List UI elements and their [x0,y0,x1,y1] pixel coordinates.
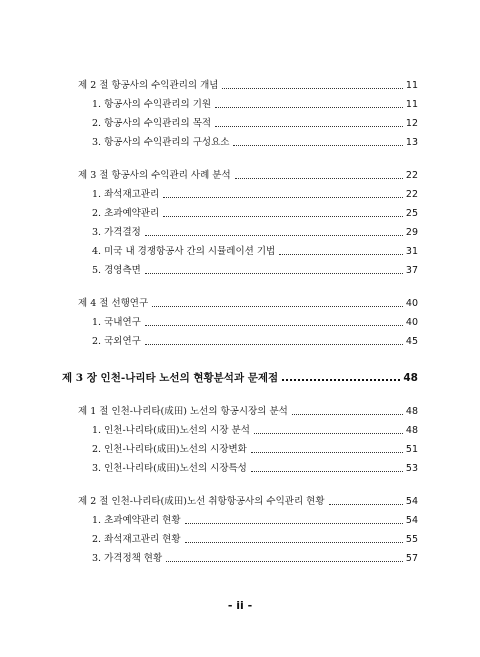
toc-entry[interactable] [78,168,418,182]
toc-entry-label: 3. 가격정책 현황 [92,553,163,564]
page-number: - ii - [227,599,253,612]
toc-page-number: 13 [405,137,418,148]
toc-entry-label: 1. 인천-나리타(成田)노선의 시장 분석 [92,425,250,436]
toc-entry-label: 제 2 절 항공사의 수익관리의 개념 [78,80,219,91]
leader-dots [166,561,403,562]
toc-page-number: 31 [405,246,418,257]
toc-page-number: 11 [405,80,418,91]
toc-entry-label: 제 3 장 인천-나리타 노선의 현황분석과 문제점 [62,372,279,384]
toc-entry-label: 5. 경영측면 [92,265,141,276]
toc-entry[interactable] [92,225,418,239]
leader-dots [152,306,403,307]
toc-page-number: 51 [405,444,418,455]
toc-page-number: 40 [405,298,418,309]
toc-entry[interactable] [92,442,418,456]
toc-entry[interactable] [92,423,418,437]
leader-dots [215,126,403,127]
toc-entry-label: 1. 국내연구 [92,317,141,328]
leader-dots [163,197,403,198]
toc-entry[interactable] [92,551,418,565]
leader-dots [145,273,403,274]
toc-page-number: 48 [403,372,418,384]
toc-entry-label: 4. 미국 내 경쟁항공사 간의 시뮬레이션 기법 [92,246,276,257]
toc-page-number: 29 [405,227,418,238]
toc-page-number: 48 [405,406,418,417]
leader-dots [254,433,403,434]
toc-page-number: 48 [405,425,418,436]
toc-entry-label: 2. 초과예약관리 [92,208,160,219]
toc-entry-label: 1. 항공사의 수익관리의 기원 [92,99,212,110]
leader-dots [279,254,403,255]
leader-dots [233,145,402,146]
toc-entry[interactable] [92,334,418,348]
toc-page-number: 57 [405,553,418,564]
leader-dots [282,379,400,381]
toc-entry[interactable] [92,244,418,258]
toc-entry-label: 1. 초과예약관리 현황 [92,515,181,526]
toc-entry[interactable] [92,315,418,329]
toc-page-number: 22 [405,170,418,181]
toc-entry[interactable] [92,532,418,546]
toc-page-number: 53 [405,463,418,474]
toc-entry-label: 3. 인천-나리타(成田)노선의 시장특성 [92,463,247,474]
toc-entry[interactable] [92,263,418,277]
toc-entry[interactable] [92,97,418,111]
toc-entry[interactable] [78,78,418,92]
toc-page-number: 25 [405,208,418,219]
toc-page-number: 12 [405,118,418,129]
toc-entry[interactable] [92,461,418,475]
toc-entry-label: 제 1 절 인천-나리타(成田) 노선의 항공시장의 분석 [78,406,288,417]
leader-dots [145,235,403,236]
toc-entry-label: 2. 항공사의 수익관리의 목적 [92,118,212,129]
leader-dots [235,178,403,179]
leader-dots [185,523,403,524]
toc-entry-label: 제 4 절 선행연구 [78,298,149,309]
toc-page-number: 40 [405,317,418,328]
toc-page-number: 55 [405,534,418,545]
toc-entry-label: 2. 국외연구 [92,336,141,347]
toc-entry-label: 1. 좌석재고관리 [92,189,160,200]
toc-entry[interactable] [78,296,418,310]
leader-dots [185,542,403,543]
toc-chapter-entry[interactable] [62,368,418,384]
leader-dots [145,344,403,345]
toc-page-number: 45 [405,336,418,347]
leader-dots [145,325,403,326]
leader-dots [163,216,403,217]
leader-dots [251,471,403,472]
toc-entry[interactable] [92,116,418,130]
toc-entry[interactable] [92,135,418,149]
leader-dots [251,452,403,453]
toc-entry[interactable] [92,206,418,220]
leader-dots [329,504,403,505]
toc-entry-label: 3. 가격결정 [92,227,141,238]
leader-dots [292,414,403,415]
toc-page-number: 37 [405,265,418,276]
toc-page-number: 54 [405,515,418,526]
toc-entry[interactable] [92,513,418,527]
leader-dots [222,88,402,89]
toc-page-number: 11 [405,99,418,110]
toc-entry[interactable] [78,494,418,508]
toc-entry-label: 3. 항공사의 수익관리의 구성요소 [92,137,230,148]
leader-dots [215,107,403,108]
toc-page-number: 22 [405,189,418,200]
toc-entry-label: 제 2 절 인천-나리타(成田)노선 취항항공사의 수익관리 현황 [78,496,325,507]
toc-page-number: 54 [405,496,418,507]
toc-entry-label: 2. 좌석재고관리 현황 [92,534,181,545]
toc-entry[interactable] [92,187,418,201]
toc-entry[interactable] [78,404,418,418]
toc-entry-label: 2. 인천-나리타(成田)노선의 시장변화 [92,444,247,455]
toc-entry-label: 제 3 절 항공사의 수익관리 사례 분석 [78,170,231,181]
